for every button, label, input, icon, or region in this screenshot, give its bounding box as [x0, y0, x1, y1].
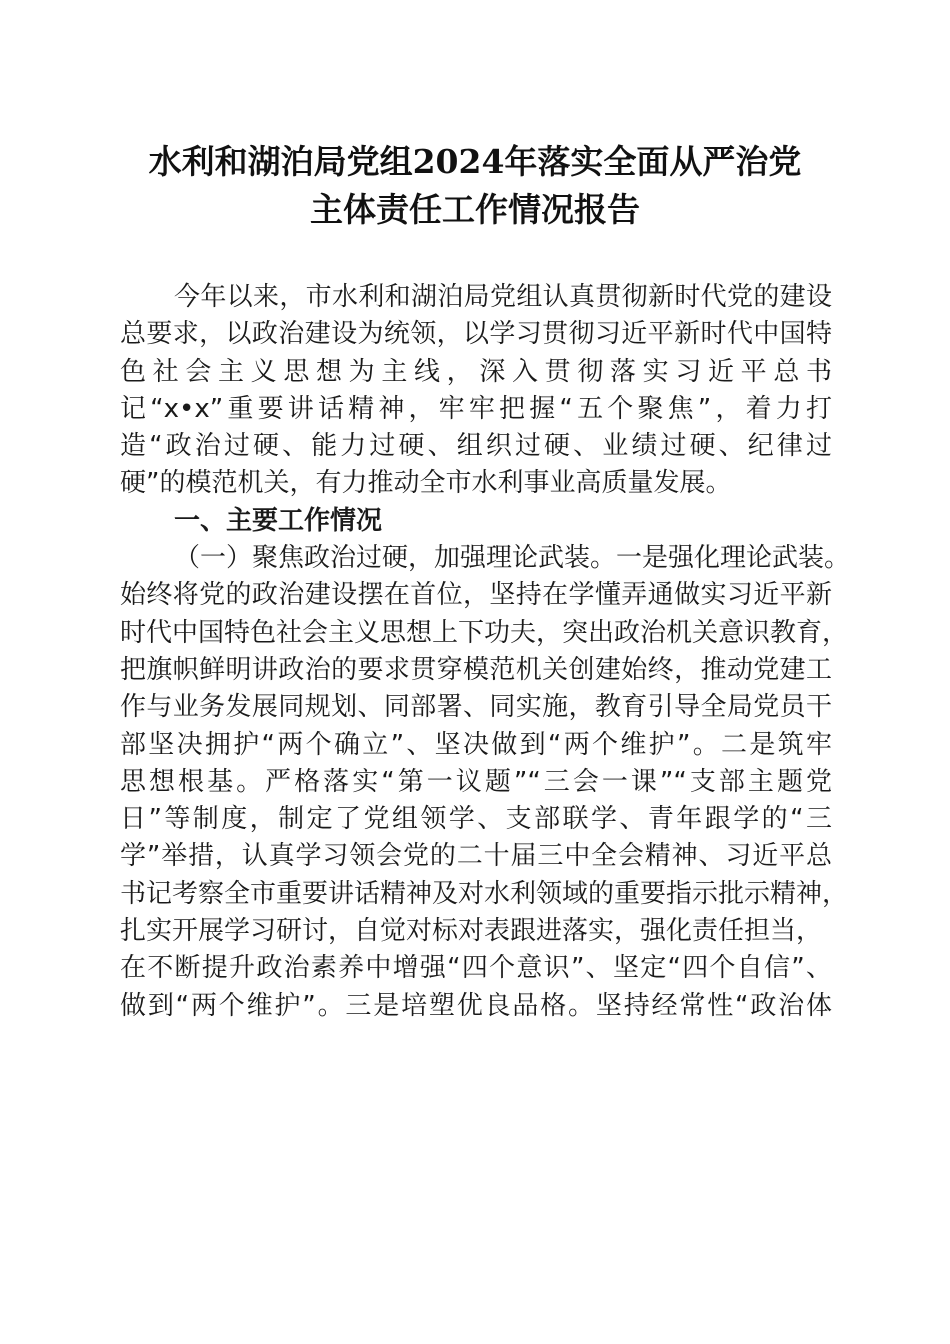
section1-line: 扎实开展学习研讨，自觉对标对表跟进落实，强化责任担当， [120, 916, 823, 947]
section1-line: 时代中国特色社会主义思想上下功夫，突出政治机关意识教育， [120, 617, 849, 648]
document-title [60, 138, 890, 234]
intro-line: 总要求，以政治建设为统领，以学习贯彻习近平新时代中国特 [120, 319, 832, 350]
section1-line: 日”等制度，制定了党组领学、支部联学、青年跟学的“三 [120, 804, 832, 835]
section1-line: 思想根基。严格落实“第一议题”“三会一课”“支部主题党 [120, 766, 832, 797]
section1-line: 部坚决拥护“两个确立”、坚决做到“两个维护”。二是筑牢 [120, 729, 832, 760]
section1-line: 把旗帜鲜明讲政治的要求贯穿模范机关创建始终，推动党建工 [120, 654, 832, 685]
section1-line: （一）聚焦政治过硬，加强理论武装。一是强化理论武装。 [174, 543, 851, 574]
title-line-2: 主体责任工作情况报告 [310, 190, 640, 229]
intro-line: 今年以来，市水利和湖泊局党组认真贯彻新时代党的建设 [174, 282, 832, 312]
intro-line: 色社会主义思想为主线，深入贯彻落实习近平总书 [120, 356, 832, 387]
section1-line: 在不断提升政治素养中增强“四个意识”、坚定“四个自信”、 [120, 953, 832, 984]
intro-line: 造“政治过硬、能力过硬、组织过硬、业绩过硬、纪律过 [120, 431, 832, 462]
intro-line: 硬”的模范机关，有力推动全市水利事业高质量发展。 [120, 468, 732, 499]
section-heading: 一、主要工作情况 [174, 505, 383, 536]
section1-line: 书记考察全市重要讲话精神及对水利领域的重要指示批示精神， [120, 878, 849, 909]
intro-line: 记“x•x”重要讲话精神，牢牢把握“五个聚焦”，着力打 [120, 393, 832, 424]
title-line-1: 水利和湖泊局党组2024年落实全面从严治党 [148, 142, 802, 181]
section1-line: 做到“两个维护”。三是培塑优良品格。坚持经常性“政治体 [120, 990, 832, 1021]
section1-line: 始终将党的政治建设摆在首位，坚持在学懂弄通做实习近平新 [120, 580, 832, 611]
section1-line: 学”举措，认真学习领会党的二十届三中全会精神、习近平总 [120, 841, 832, 872]
document-body [120, 279, 851, 1025]
section1-line: 作与业务发展同规划、同部署、同实施，教育引导全局党员干 [120, 692, 832, 723]
